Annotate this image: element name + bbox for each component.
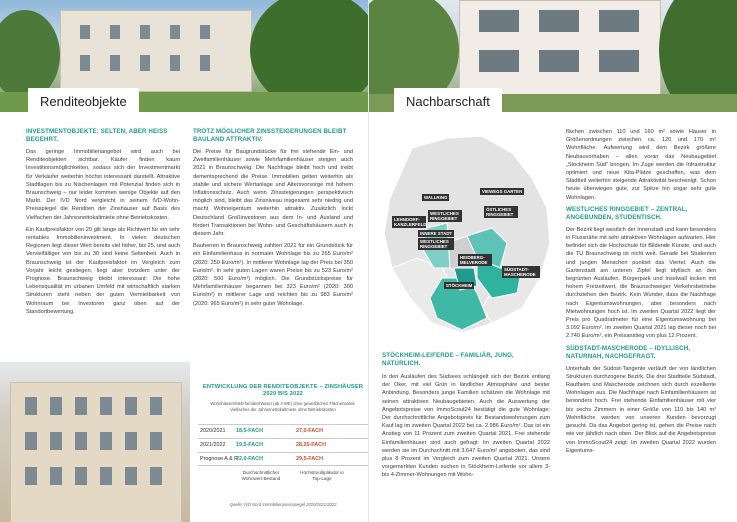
paragraph: Unterhalb der Südost-Tangente verläuft der von ländlichen Strukturen durchzogene Bezirk. Die drei Stadtteile Südstadt, Rautheim und Mascherode zeichnen sich durch exzellente Wohnlagen aus. Die Nachfrage nach Einfamilienhäusern ist besonders hoch. Frei stehende Einfamilienhäuser mit vier bis sechs Zimmern in einer Größe von 110 bis 140 m² Wohnfläche werden von unseren Kunden bevorzugt gesucht. Da das Angebot gering ist, gehen die Preise nach wie vor jährlich nach oben. Der Blick auf die Angebotspreise von ImmoScout24 zeigt: Im zweiten Quartal 2022 wurden Eigentums- bbox=[566, 365, 716, 454]
paragraph: Der Bezirk liegt westlich der Innenstadt und kann besonders in Flussnähe mit sehr attraktiven Wohnlagen aufwarten. Hier befindet sich die Hochschule für Bildende Künste, und auch die TU Braunschweig ist nicht weit. Gerade bei Studenten und jungen Menschen punktet das Viertel. Auch die Gartenstadt am unteren Zipfel liegt idyllisch an den begrünten Ausläufen. Bürgerpark und Inselwall locken mit hohem Freizeitwert, die Braunschweiger Verkehrsbetriebe durchziehen den Bezirk. Kein Wunder, dass die Nachfrage nach Eigentumswohnungen, aber besonders nach Mietwohnungen hoch ist. Im zweiten Quartal 2022 liegt der Preis pro Quadratmeter für eine Eigentumswohnung bei 3.092 Euro/m². Im zweiten Quartal 2021 lag dieser noch bei 2.740 Euro/m², ein Preisanstieg von plus 12 Prozent. bbox=[566, 226, 716, 340]
heading-investmentobjekte: INVESTMENTOBJEKTE: SELTEN, ABER HEISS BEGEHRT. bbox=[26, 128, 168, 143]
section-title-nachbarschaft: Nachbarschaft bbox=[394, 88, 502, 112]
table-row: 2021/2022 19,5-FACH 28,25-FACH bbox=[198, 438, 368, 451]
section-title-renditeobjekte: Renditeobjekte bbox=[28, 88, 139, 112]
column-renditeobjekte bbox=[26, 128, 180, 320]
building-facade bbox=[60, 10, 252, 92]
table-source: Quelle: IVD Nord Immobilienpreisspiegel 2020/2021/2022 bbox=[229, 502, 337, 507]
table-row: 2020/2021 18,5-FACH 27,0-FACH bbox=[198, 424, 368, 437]
building-photo-bottom bbox=[0, 362, 190, 522]
map-svg bbox=[372, 118, 562, 353]
column-label-top-lage: Höchstmultiplikator in Top-Lage bbox=[300, 470, 344, 481]
heading-westliches-ringgebiet: WESTLICHES RINGGEBIET – ZENTRAL, ANGEBUNDEN, STUDENTISCH. bbox=[566, 205, 688, 221]
table-subtitle: Wohnhäuser/Mehrfamilienhäuser (ab 3 WE) ohne gewerblichen Flächenanteil, Vielfaches der Jahresnettokaltmiete ohne Betriebskosten bbox=[210, 401, 356, 412]
column-stoeckheim bbox=[382, 352, 550, 484]
district-map: WALLRING VIEWEGS GARTEN LEHNDORF-KANZLERFELD WESTLICHES RINGGEBIET ÖSTLICHES RINGGEBIET INNERE STADT WESTLICHES RINGGEBIET HEIDBERG-MELVERODE SÜDSTADT-MASCHERODE STÖCKHEIM bbox=[372, 118, 562, 358]
column-westliches-suedstadt bbox=[566, 128, 716, 459]
paragraph: Ein Kaufpreisfaktor von 20 gilt lange als Richtwert für ein sehr rentables Immobilieninvestment. In vielen deutschen Regionen liegt dieser Wert bereits viel höher, bis 25, und auch Vervielfältiger von bis zu 30 sind keine Seltenheit. Auch in Braunschweig ist der Kaufpreisfaktor im Vergleich zum Vorjahr leicht gestiegen, liegt aber trotzdem unter der Prognose. Braunschweig bleibt interessant: Die hohe Lebensqualität im urbanen Umfeld mit wirtschaftlich starken Strukturen steht neben der guten Vermietbarkeit von Wohnraum bei Investoren ganz oben auf der Standortbewertung. bbox=[26, 226, 180, 315]
table-row: Prognose A & P 22,0-FACH 29,5-FACH bbox=[198, 452, 368, 466]
column-label-bestand: Durchschnittlicher Wohnwert Bestand bbox=[241, 470, 281, 481]
paragraph: Das geringe Immobilienangebot wird auch bei Renditeobjekten sichtbar. Käufer finden kaum Investitionsmöglichkeiten, sodass sich der Investmentmarkt für Verkäufer weiterhin höchst interessant darstellt. Attraktive Stadtlagen bis zu Nischenlagen mit Potenzial finden sich in Braunschweig – nur leider kommen wenige Objekte auf den Markt. Der IVD Nord vergleicht in seinem IVD-Wohn-Preisspiegel die Renditen der Zinshäuser auf Basis des Vielfachen der Jahresnettokaltmiete ohne Betriebskosten. bbox=[26, 149, 180, 221]
table-title: ENTWICKLUNG DER RENDITEOBJEKTE – ZINSHÄUSER 2020 BIS 2022 bbox=[202, 384, 364, 397]
paragraph: Die Preise für Baugrundstücke für frei stehende Ein- und Zweifamilienhäuser sowie Mehrfamilienhäuser steigen auch 2021 in Braunschweig. Die Nachfrage bleibt hoch und treibt dementsprechend die Preise. Immobilien gelten weiterhin als stabile und sichere Wertanlage und Altersvorsorge mit hohem Inflationsschutz. Auch wenn Zinssteigerungen perspektivisch möglich sind, bleibt das Zinsniveau insgesamt sehr niedrig und macht Wohneigentum weiterhin attraktiv. Zusätzlich lockt Deutschland Großinvestoren aus dem In- und Ausland und fördert Transaktionen bei Wohn- und Geschäftshäusern auch in diesem Jahr. bbox=[193, 149, 353, 238]
paragraph: Bauherren in Braunschweig zahlten 2021 für ein Grundstück für ein Einfamilienhaus in normaler Wohnlage bis zu 265 Euro/m² (2020: 250 Euro/m²). In mittlerer Wohnlage lag der Preis bei 350 Euro/m². In sehr guten Lagen waren Preise bis zu 523 Euro/m² (2020: 500 Euro/m²) möglich. Die Grundstückspreise für Mehrfamilienhäuser begannen bei 323 Euro/m² (2020: 300 Euro/m²) in mittlerer Lage und reichten bis zu 983 Euro/m² (2020: 965 Euro/m²) in sehr guter Wohnlage. bbox=[193, 243, 353, 307]
heading-stoeckheim: STÖCKHEIM-LEIFERDE – FAMILIÄR, JUNG, NATÜRLICH. bbox=[382, 352, 514, 367]
heading-suedstadt-mascherode: SÜDSTADT-MASCHERODE – IDYLLISCH, NATURNAH, NACHGEFRAGT. bbox=[566, 344, 691, 360]
paragraph: In den Ausläufen des Südsees schlängelt sich der Bezirk entlang der Oker, mit viel Grün in ländlicher Atmosphäre und bester Anbindung. Besonders junge Familien schätzen die Wohnlage mit seinen attraktiven Neubaugebieten. Auch die Auswertung der Angebotspreise von ImmoScout24 bestätigt die gute Wohnlage: Der durchschnittliche Angebotspreis für Bestandswohnungen zum Kauf lag im zweiten Quartal 2022 bei ca. 2.986 Euro/m². Das ist ein Anstieg von 11 Prozent zum zweiten Quartal 2021. Frei stehende Einfamilienhäuser sind auch gefragt: Im zweiten Quartal 2022 werden sie im Durchschnitt mit 3.647 Euro/m² angeboten, das sind plus 8 Prozent im Vergleich zum zweiten Quartal 2021. Unsere vorgemerkten Kunden suchen in Stöckheim-Leiferde vor allem 3- bis 4-Zimmer-Wohnungen mit Wohn- bbox=[382, 374, 550, 479]
renditeobjekte-table bbox=[198, 384, 368, 522]
page-divider bbox=[368, 0, 369, 522]
column-bauland bbox=[193, 128, 353, 312]
paragraph: flächen zwischen 110 und 160 m² sowie Häuser in Größenordnungen zwischen ca. 120 und 170 m² Wohnfläche. Aufwertung wird dem Bezirk größere Neubauvorhaben – allen voran das Neubaugebiet „Stockheim Süd" bringen. Im Zuge werden die Infrastruktur optimiert und neue Kita-Plätze geschaffen, was dem Stadtteil weiterhin steigende Attraktivität bescheinigt. Schon heute überwiegen gute, zur Spitze hin sogar sehr gute Wohnlagen. bbox=[566, 129, 716, 201]
heading-bauland: TROTZ MÖGLICHER ZINSSTEIGERUNGEN BLEIBT BAULAND ATTRAKTIV. bbox=[193, 128, 347, 143]
